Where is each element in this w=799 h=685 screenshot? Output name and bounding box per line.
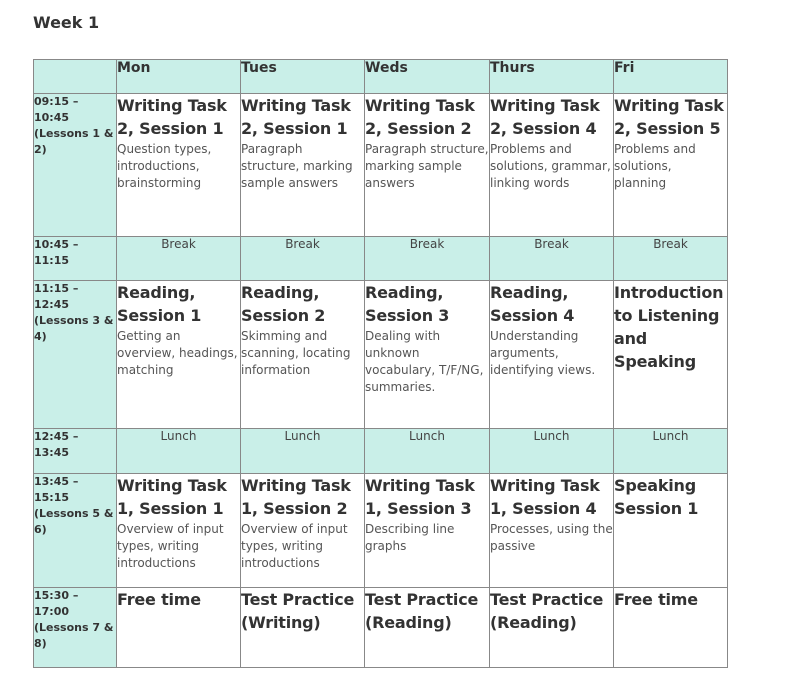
session-detail: Paragraph structure, marking sample answers	[365, 142, 489, 190]
session-cell	[117, 281, 241, 429]
session-cell	[117, 474, 241, 588]
session-title: Writing Task 1, Session 1	[117, 476, 227, 518]
break-row	[34, 237, 728, 281]
timetable	[33, 59, 728, 668]
lunch-cell: Lunch	[614, 429, 728, 474]
break-cell: Break	[490, 237, 614, 281]
time-slot: 15:30 – 17:00 (Lessons 7 & 8)	[34, 588, 117, 668]
session-detail: Describing line graphs	[365, 522, 455, 553]
session-title: Writing Task 2, Session 2	[365, 96, 475, 138]
page-title: Week 1	[33, 13, 100, 32]
day-header: Tues	[241, 60, 365, 94]
session-cell	[490, 588, 614, 668]
session-cell	[365, 474, 490, 588]
session-title: Reading, Session 1	[117, 283, 202, 325]
header-row	[34, 60, 728, 94]
session-cell	[241, 94, 365, 237]
session-cell	[614, 281, 728, 429]
session-detail: Processes, using the passive	[490, 522, 613, 553]
break-cell: Break	[117, 237, 241, 281]
session-cell	[365, 588, 490, 668]
session-detail: Skimming and scanning, locating information	[241, 329, 351, 377]
session-title: Test Practice (Writing)	[241, 590, 355, 632]
session-detail: Problems and solutions, grammar, linking words	[490, 142, 611, 190]
lunch-row	[34, 429, 728, 474]
session-title: Writing Task 2, Session 1	[241, 96, 351, 138]
session-title: Reading, Session 4	[490, 283, 575, 325]
lunch-cell: Lunch	[490, 429, 614, 474]
session-detail: Overview of input types, writing introductions	[241, 522, 348, 570]
session-title: Writing Task 1, Session 3	[365, 476, 475, 518]
time-slot: 12:45 – 13:45	[34, 429, 117, 474]
session-detail: Getting an overview, headings, matching	[117, 329, 238, 377]
session-cell	[490, 474, 614, 588]
session-title: Introduction to Listening and Speaking	[614, 283, 724, 371]
day-header: Thurs	[490, 60, 614, 94]
session-detail: Question types, introductions, brainstorming	[117, 142, 212, 190]
day-header: Mon	[117, 60, 241, 94]
session-title: Writing Task 1, Session 4	[490, 476, 600, 518]
session-title: Writing Task 1, Session 2	[241, 476, 351, 518]
session-detail: Overview of input types, writing introductions	[117, 522, 224, 570]
session-cell	[614, 94, 728, 237]
session-title: Free time	[117, 590, 201, 609]
day-header: Weds	[365, 60, 490, 94]
lesson-row	[34, 281, 728, 429]
session-title: Reading, Session 2	[241, 283, 326, 325]
session-cell	[490, 94, 614, 237]
session-cell	[117, 94, 241, 237]
time-slot: 10:45 – 11:15	[34, 237, 117, 281]
session-cell	[365, 281, 490, 429]
corner-cell	[34, 60, 117, 94]
break-cell: Break	[241, 237, 365, 281]
session-detail: Problems and solutions, planning	[614, 142, 696, 190]
lesson-row	[34, 588, 728, 668]
session-cell	[241, 588, 365, 668]
lunch-cell: Lunch	[241, 429, 365, 474]
session-title: Writing Task 2, Session 4	[490, 96, 600, 138]
session-cell	[614, 474, 728, 588]
session-cell	[117, 588, 241, 668]
time-slot: 13:45 – 15:15 (Lessons 5 & 6)	[34, 474, 117, 588]
day-header: Fri	[614, 60, 728, 94]
lesson-row	[34, 474, 728, 588]
session-title: Test Practice (Reading)	[490, 590, 604, 632]
lunch-cell: Lunch	[365, 429, 490, 474]
session-cell	[365, 94, 490, 237]
session-detail: Paragraph structure, marking sample answers	[241, 142, 353, 190]
session-detail: Understanding arguments, identifying views.	[490, 329, 596, 377]
session-title: Free time	[614, 590, 698, 609]
session-title: Writing Task 2, Session 1	[117, 96, 227, 138]
break-cell: Break	[365, 237, 490, 281]
session-detail: Dealing with unknown vocabulary, T/F/NG, summaries.	[365, 329, 484, 394]
session-cell	[241, 281, 365, 429]
session-title: Test Practice (Reading)	[365, 590, 479, 632]
time-slot: 11:15 – 12:45 (Lessons 3 & 4)	[34, 281, 117, 429]
session-cell	[241, 474, 365, 588]
session-title: Speaking Session 1	[614, 476, 699, 518]
session-cell	[490, 281, 614, 429]
time-slot: 09:15 – 10:45 (Lessons 1 & 2)	[34, 94, 117, 237]
session-title: Writing Task 2, Session 5	[614, 96, 724, 138]
session-cell	[614, 588, 728, 668]
break-cell: Break	[614, 237, 728, 281]
lesson-row	[34, 94, 728, 237]
session-title: Reading, Session 3	[365, 283, 450, 325]
lunch-cell: Lunch	[117, 429, 241, 474]
